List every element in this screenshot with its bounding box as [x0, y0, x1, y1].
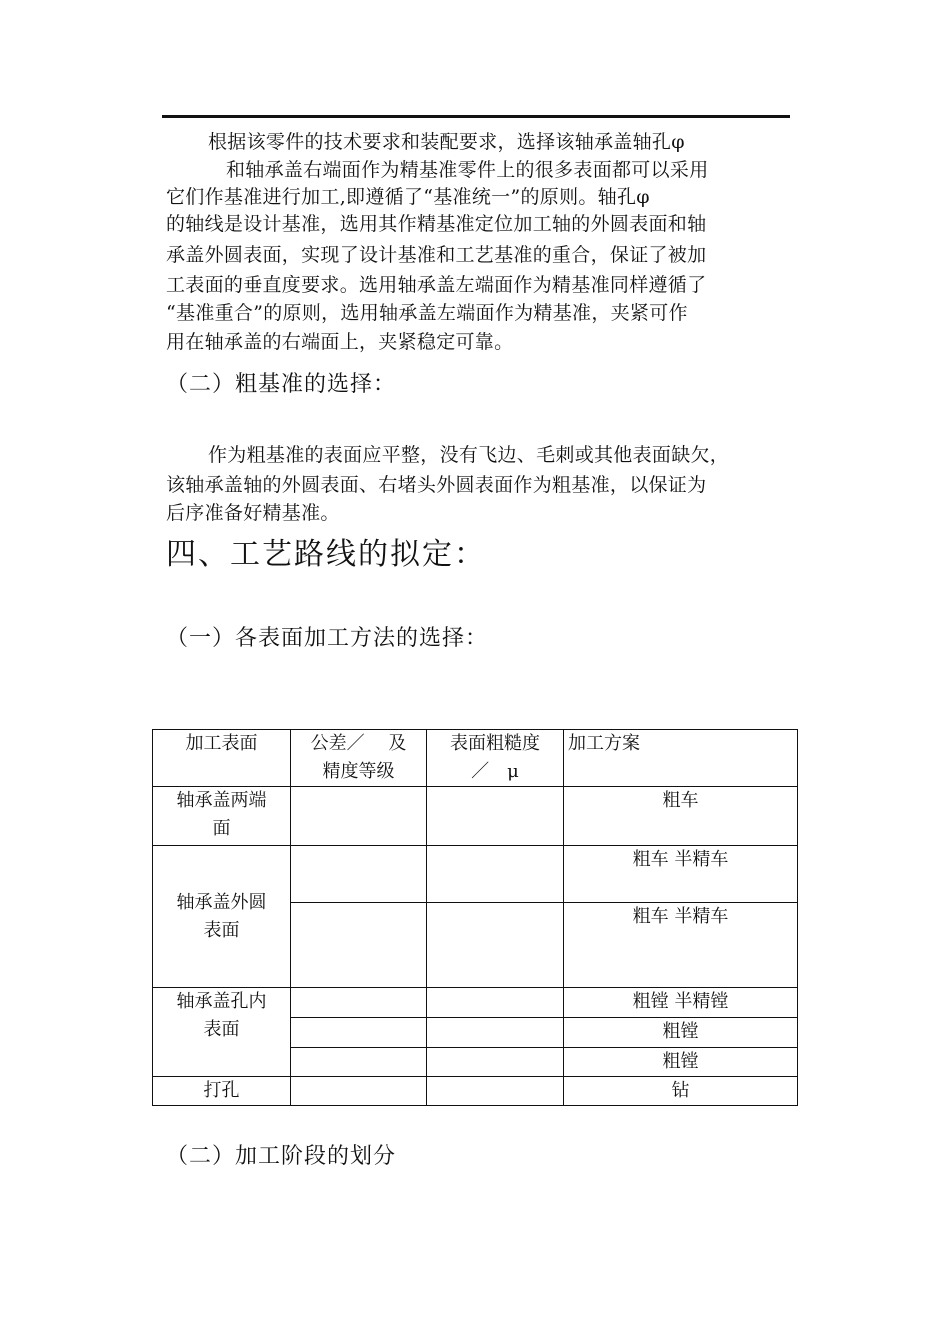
row-bore-1-tolerance [291, 988, 427, 1018]
row-bore-3-roughness [427, 1048, 564, 1077]
row-bore-2-roughness [427, 1018, 564, 1048]
row-bore-1-roughness [427, 988, 564, 1018]
paragraph2-line-1: 作为粗基准的表面应平整，没有飞边、毛刺或其他表面缺欠， [208, 444, 730, 466]
row-drill-roughness [427, 1077, 564, 1106]
paragraph1-line-2: 和轴承盖右端面作为精基准零件上的很多表面都可以采用 [226, 159, 709, 181]
row-drill-tolerance [291, 1077, 427, 1106]
header-tolerance: 公差／ 及 精度等级 [291, 730, 427, 787]
header-plan: 加工方案 [564, 730, 798, 787]
paragraph2-line-2: 该轴承盖轴的外圆表面、右堵头外圆表面作为粗基准，以保证为 [166, 474, 707, 496]
row-outer-surface: 轴承盖外圆 表面 [153, 846, 291, 988]
row-bore-2-plan: 粗镗 [564, 1018, 798, 1048]
paragraph2-line-3: 后序准备好精基准。 [166, 502, 340, 524]
row-ends-plan: 粗车 [564, 787, 798, 846]
header-roughness: 表面粗糙度 ／ μ [427, 730, 564, 787]
paragraph1-line-4: 的轴线是设计基准，选用其作精基准定位加工轴的外圆表面和轴 [166, 213, 707, 235]
row-bore-2-tolerance [291, 1018, 427, 1048]
row-bore-surface: 轴承盖孔内 表面 [153, 988, 291, 1077]
row-outer-2-tolerance [291, 903, 427, 988]
row-drill-plan: 钻 [564, 1077, 798, 1106]
table-row [153, 846, 798, 903]
row-ends-tolerance [291, 787, 427, 846]
table-row [153, 1077, 798, 1106]
header-rule [162, 115, 790, 118]
section-methods-title: （一）各表面加工方法的选择： [166, 626, 489, 651]
paragraph1-line-6: 工表面的垂直度要求。选用轴承盖左端面作为精基准同样遵循了 [166, 274, 707, 296]
row-drill-surface: 打孔 [153, 1077, 291, 1106]
section-stages-title: （二）加工阶段的划分 [166, 1144, 397, 1169]
table-header-row [153, 730, 798, 787]
row-outer-1-plan: 粗车 半精车 [564, 846, 798, 903]
row-ends-surface: 轴承盖两端 面 [153, 787, 291, 846]
row-bore-1-plan: 粗镗 半精镗 [564, 988, 798, 1018]
row-bore-3-tolerance [291, 1048, 427, 1077]
paragraph1-line-3: 它们作基准进行加工,即遵循了“基准统一”的原则。轴孔φ [166, 186, 650, 208]
row-ends-roughness [427, 787, 564, 846]
row-outer-1-tolerance [291, 846, 427, 903]
row-outer-1-roughness [427, 846, 564, 903]
chapter4-title: 四、工艺路线的拟定： [166, 537, 486, 572]
row-outer-2-roughness [427, 903, 564, 988]
paragraph1-line-5: 承盖外圆表面，实现了设计基准和工艺基准的重合，保证了被加 [166, 244, 707, 266]
paragraph1-line-8: 用在轴承盖的右端面上，夹紧稳定可靠。 [166, 331, 514, 353]
table-row [153, 787, 798, 846]
section-rough-datum-title: （二）粗基准的选择： [166, 372, 397, 397]
row-outer-2-plan: 粗车 半精车 [564, 903, 798, 988]
paragraph1-line-1: 根据该零件的技术要求和装配要求，选择该轴承盖轴孔φ [208, 131, 685, 153]
machining-plan-table [152, 729, 798, 1106]
table-row [153, 988, 798, 1018]
header-surface: 加工表面 [153, 730, 291, 787]
paragraph1-line-7: “基准重合”的原则，选用轴承盖左端面作为精基准，夹紧可作 [166, 302, 688, 324]
row-bore-3-plan: 粗镗 [564, 1048, 798, 1077]
